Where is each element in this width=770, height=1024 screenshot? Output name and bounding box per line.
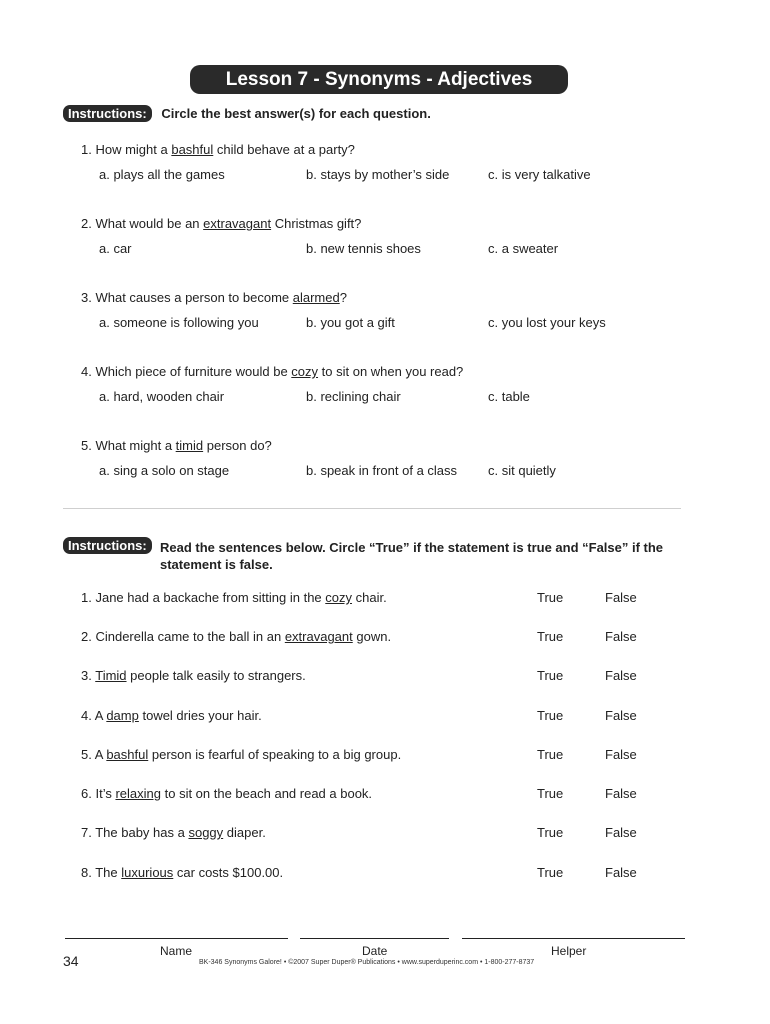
question-text: child behave at a party? <box>213 142 355 157</box>
statement-text: person is fearful of speaking to a big group. <box>148 747 402 762</box>
statement-3 <box>81 668 306 683</box>
true-choice[interactable]: True <box>537 825 564 840</box>
target-word: Timid <box>95 668 127 683</box>
question-text: Which piece of furniture would be <box>95 364 292 379</box>
statement-number: 5. <box>81 747 92 762</box>
statement-text: A <box>94 747 107 762</box>
question-number: 4. <box>81 364 92 379</box>
question-number: 5. <box>81 438 92 453</box>
question-text: Christmas gift? <box>271 216 362 231</box>
target-word: bashful <box>106 747 149 762</box>
option-c[interactable]: c. a sweater <box>488 241 559 256</box>
option-b[interactable]: b. stays by mother’s side <box>306 167 450 182</box>
page-number: 34 <box>63 953 79 969</box>
question-text: What might a <box>95 438 176 453</box>
instructions-2 <box>63 537 152 555</box>
date-line[interactable] <box>300 938 449 939</box>
true-choice[interactable]: True <box>537 786 564 801</box>
target-word: cozy <box>325 590 353 605</box>
statement-number: 3. <box>81 668 92 683</box>
helper-label: Helper <box>551 944 587 958</box>
question-text: to sit on when you read? <box>318 364 464 379</box>
question-3 <box>81 290 347 305</box>
instructions-text: Circle the best answer(s) for each question. <box>161 106 431 121</box>
statement-text: car costs $100.00. <box>173 865 284 880</box>
statement-number: 8. <box>81 865 92 880</box>
option-a[interactable]: a. someone is following you <box>99 315 259 330</box>
false-choice[interactable]: False <box>605 825 637 840</box>
target-word: extravagant <box>284 629 353 644</box>
option-a[interactable]: a. plays all the games <box>99 167 225 182</box>
option-c[interactable]: c. is very talkative <box>488 167 591 182</box>
question-text: What would be an <box>95 216 204 231</box>
option-b[interactable]: b. new tennis shoes <box>306 241 421 256</box>
statement-text: Cinderella came to the ball in an <box>95 629 285 644</box>
false-choice[interactable]: False <box>605 865 637 880</box>
false-choice[interactable]: False <box>605 786 637 801</box>
question-number: 2. <box>81 216 92 231</box>
statement-text: gown. <box>352 629 392 644</box>
true-choice[interactable]: True <box>537 708 564 723</box>
section-divider <box>63 508 681 509</box>
statement-text: to sit on the beach and read a book. <box>161 786 373 801</box>
true-choice[interactable]: True <box>537 629 564 644</box>
instructions-line-1: Read the sentences below. Circle “True” if the statement is true and “False” if the <box>160 540 664 555</box>
statement-text: towel dries your hair. <box>138 708 262 723</box>
question-2 <box>81 216 361 231</box>
date-label: Date <box>362 944 388 958</box>
instructions-badge: Instructions: <box>63 105 152 122</box>
instructions-line-2: statement is false. <box>160 557 273 572</box>
false-choice[interactable]: False <box>605 590 637 605</box>
option-b[interactable]: b. you got a gift <box>306 315 395 330</box>
instructions-1 <box>63 105 431 122</box>
helper-line[interactable] <box>462 938 685 939</box>
page-title: Lesson 7 - Synonyms - Adjectives <box>190 65 568 94</box>
statement-text: diaper. <box>223 825 266 840</box>
option-a[interactable]: a. car <box>99 241 132 256</box>
instructions-badge: Instructions: <box>63 537 152 554</box>
false-choice[interactable]: False <box>605 747 637 762</box>
statement-4 <box>81 708 262 723</box>
statement-text: chair. <box>352 590 387 605</box>
option-a[interactable]: a. hard, wooden chair <box>99 389 225 404</box>
question-text: ? <box>339 290 347 305</box>
statement-number: 7. <box>81 825 92 840</box>
question-4 <box>81 364 463 379</box>
true-choice[interactable]: True <box>537 865 564 880</box>
statement-text: A <box>94 708 107 723</box>
target-word: extravagant <box>203 216 272 231</box>
publisher-info: BK-346 Synonyms Galore! • ©2007 Super Duper® Publications • www.superduperinc.com • 1-800-277-8737 <box>199 959 535 966</box>
instructions-text <box>160 539 663 573</box>
statement-8 <box>81 865 283 880</box>
option-b[interactable]: b. reclining chair <box>306 389 401 404</box>
target-word: soggy <box>188 825 224 840</box>
name-line[interactable] <box>65 938 288 939</box>
target-word: timid <box>175 438 204 453</box>
target-word: damp <box>106 708 139 723</box>
option-c[interactable]: c. you lost your keys <box>488 315 606 330</box>
true-choice[interactable]: True <box>537 590 564 605</box>
option-a[interactable]: a. sing a solo on stage <box>99 463 230 478</box>
true-choice[interactable]: True <box>537 668 564 683</box>
statement-number: 4. <box>81 708 92 723</box>
false-choice[interactable]: False <box>605 668 637 683</box>
false-choice[interactable]: False <box>605 629 637 644</box>
statement-text: It’s <box>95 786 116 801</box>
question-number: 1. <box>81 142 92 157</box>
statement-7 <box>81 825 266 840</box>
question-1 <box>81 142 355 157</box>
question-number: 3. <box>81 290 92 305</box>
question-text: What causes a person to become <box>95 290 293 305</box>
target-word: bashful <box>171 142 214 157</box>
statement-2 <box>81 629 391 644</box>
target-word: relaxing <box>115 786 161 801</box>
option-c[interactable]: c. table <box>488 389 530 404</box>
target-word: cozy <box>291 364 319 379</box>
name-label: Name <box>160 944 193 958</box>
statement-text: people talk easily to strangers. <box>126 668 306 683</box>
statement-number: 1. <box>81 590 92 605</box>
option-c[interactable]: c. sit quietly <box>488 463 556 478</box>
statement-1 <box>81 590 387 605</box>
false-choice[interactable]: False <box>605 708 637 723</box>
statement-text: The <box>95 865 122 880</box>
target-word: alarmed <box>292 290 340 305</box>
statement-6 <box>81 786 372 801</box>
statement-number: 6. <box>81 786 92 801</box>
true-choice[interactable]: True <box>537 747 564 762</box>
statement-number: 2. <box>81 629 92 644</box>
question-5 <box>81 438 272 453</box>
statement-text: Jane had a backache from sitting in the <box>95 590 326 605</box>
option-b[interactable]: b. speak in front of a class <box>306 463 458 478</box>
question-text: person do? <box>203 438 272 453</box>
target-word: luxurious <box>121 865 174 880</box>
statement-text: The baby has a <box>95 825 189 840</box>
statement-5 <box>81 747 401 762</box>
question-text: How might a <box>95 142 172 157</box>
